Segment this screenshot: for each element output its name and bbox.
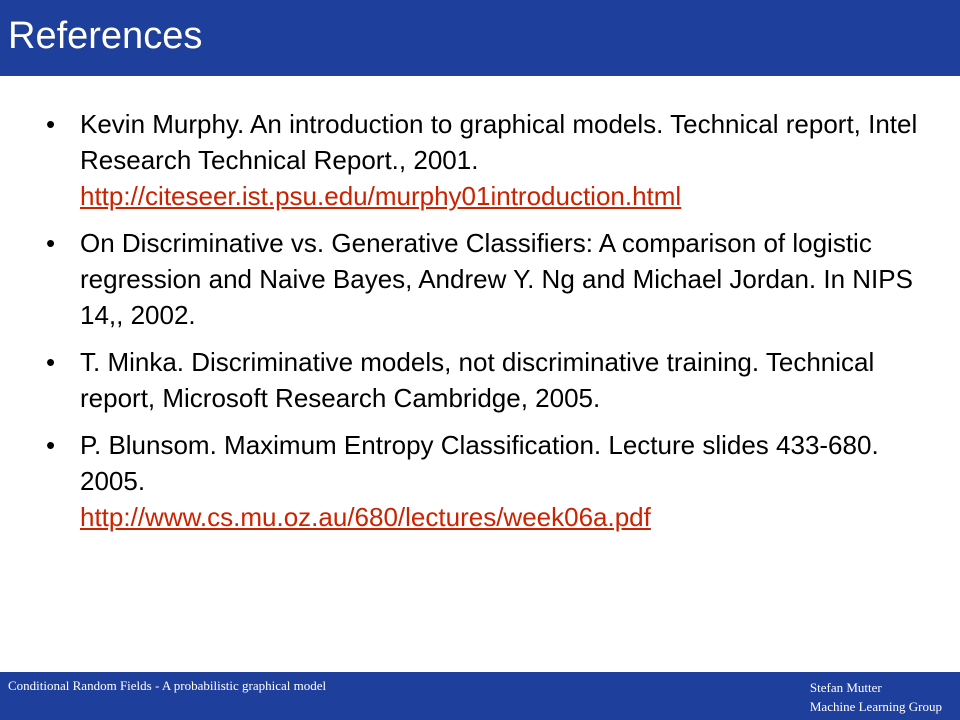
footer-bar (0, 672, 960, 720)
reference-link[interactable]: http://citeseer.ist.psu.edu/murphy01introduction.html (80, 181, 682, 211)
reference-item (46, 225, 926, 333)
bullet-icon: • (46, 430, 56, 460)
reference-text: Kevin Murphy. An introduction to graphical models. Technical report, Intel Research Technical Report., 2001. (80, 109, 918, 175)
title-bar (0, 0, 960, 76)
slide-title: References (8, 15, 203, 57)
reference-text: On Discriminative vs. Generative Classifiers: A comparison of logistic regression and Naive Bayes, Andrew Y. Ng and Michael Jordan. In NIPS 14,, 2002. (80, 228, 913, 330)
bullet-icon: • (46, 347, 56, 377)
footer-author: Stefan Mutter (809, 680, 882, 695)
footer-presentation-title: Conditional Random Fields - A probabilistic graphical model (8, 678, 327, 693)
footer-group: Machine Learning Group (809, 699, 942, 714)
bullet-icon: • (46, 109, 56, 139)
reference-link[interactable]: http://www.cs.mu.oz.au/680/lectures/week06a.pdf (80, 502, 651, 532)
reference-text: T. Minka. Discriminative models, not discriminative training. Technical report, Microsoft Research Cambridge, 2005. (80, 347, 875, 413)
reference-item (46, 427, 926, 535)
footer-author-block (810, 678, 942, 716)
reference-item (46, 106, 926, 214)
slide-content (46, 106, 926, 546)
reference-item (46, 344, 926, 416)
bullet-icon: • (46, 228, 56, 258)
reference-text: P. Blunsom. Maximum Entropy Classification. Lecture slides 433-680. 2005. (80, 430, 879, 496)
reference-list (46, 106, 926, 535)
